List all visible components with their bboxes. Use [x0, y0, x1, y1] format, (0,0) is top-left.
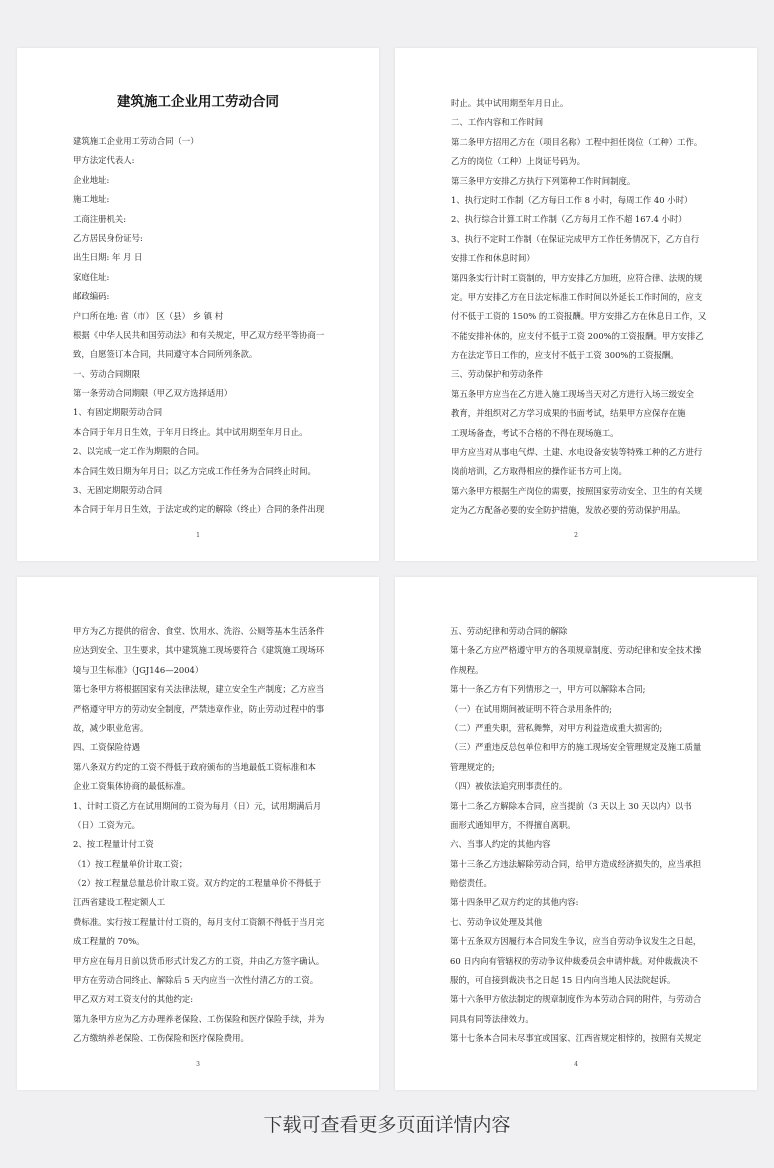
- text-line: 安排工作和休息时间）: [451, 253, 535, 264]
- text-line: 方在法定节日工作的，应支付不低于工资 300%的工资报酬。: [451, 350, 679, 361]
- text-line: 甲方应在每月日前以货币形式计发乙方的工资，并由乙方签字确认。: [73, 955, 325, 966]
- page-number: 2: [574, 532, 578, 539]
- text-line: 第十七条本合同未尽事宜或国家、江西省规定相悖的，按照有关规定: [450, 1033, 702, 1044]
- text-line: 第十二条乙方解除本合同，应当提前（3 天以上 30 天以内）以书: [450, 800, 692, 811]
- text-line: （二）严重失职，营私舞弊，对甲方利益造成重大损害的;: [450, 722, 663, 733]
- text-line: 企业工资集体协商的最低标准。: [73, 781, 191, 792]
- text-line: 乙方的岗位（工种）上岗证号码为。: [451, 156, 585, 167]
- text-line: 时止。其中试用期至年月日止。: [451, 98, 569, 108]
- text-line: （1）按工程量单价计取工资；: [73, 858, 188, 869]
- document-page-4: [395, 577, 757, 1090]
- page-text: [73, 132, 343, 520]
- document-page-1: [17, 48, 379, 561]
- text-line: 乙方缴纳养老保险、工伤保险和医疗保险费用。: [73, 1033, 249, 1044]
- text-line: （三）严重违反总包单位和甲方的施工现场安全管理规定及施工质量: [450, 742, 702, 753]
- page-number: 1: [196, 532, 200, 539]
- text-line: 第六条甲方根据生产岗位的需要，按照国家劳动安全、卫生的有关规: [451, 485, 703, 496]
- text-line: 应达到安全、卫生要求，其中建筑施工现场要符合《建筑施工现场环: [73, 645, 325, 656]
- text-line: 第十六条甲方依法制定的规章制度作为本劳动合同的附件，与劳动合: [450, 994, 702, 1005]
- text-line: 定为乙方配备必要的安全防护措施，发放必要的劳动保护用品。: [451, 505, 686, 516]
- text-line: 第一条劳动合同期限（甲乙双方选择适用）: [73, 388, 233, 399]
- text-line: 服的，可自接到裁决书之日起 15 日内向当地人民法院起诉。: [450, 975, 676, 986]
- text-line: 七、劳动争议处理及其他: [450, 916, 543, 927]
- text-line: 面形式通知甲方，不得擅自离职。: [450, 819, 576, 830]
- text-line: （2）按工程量总量总价计取工资。双方约定的工程量单价不得低于: [73, 878, 322, 889]
- text-line: 赔偿责任。: [450, 878, 492, 889]
- text-line: 60 日内向有管辖权的劳动争议仲裁委员会申请仲裁。对仲裁裁决不: [450, 955, 698, 966]
- text-line: （日）工资为元。: [73, 819, 140, 830]
- text-line: 邮政编码:: [73, 291, 110, 302]
- text-line: 出生日期: 年 月 日: [73, 252, 143, 263]
- text-line: 本合同于年月日生效，于年月日终止。其中试用期至年月日止。: [73, 426, 308, 437]
- text-line: 三、劳动保护和劳动条件: [451, 369, 544, 380]
- page-number: 4: [574, 1061, 578, 1068]
- text-line: （四）被依法追究刑事责任的。: [450, 781, 568, 792]
- text-line: 同具有同等法律效力。: [450, 1013, 534, 1024]
- text-line: 二、工作内容和工作时间: [451, 117, 544, 128]
- text-line: 家庭住址:: [73, 271, 110, 282]
- text-line: 不能安排补休的，应支付不低于工资 200%的工资报酬。甲方安排乙: [451, 330, 704, 341]
- text-line: 1、有固定期限劳动合同: [73, 407, 163, 418]
- text-line: 六、当事人约定的其他内容: [450, 839, 551, 850]
- text-line: 甲方应当对从事电气焊、土建、水电设备安装等特殊工种的乙方进行: [451, 447, 703, 458]
- text-line: 企业地址:: [73, 174, 110, 185]
- text-line: 甲乙双方对工资支付的其他约定:: [73, 994, 194, 1005]
- text-line: 致，自愿签订本合同，共同遵守本合同所列条款。: [73, 349, 258, 360]
- text-line: 甲方法定代表人:: [73, 155, 135, 166]
- text-line: 第二条甲方招用乙方在（项目名称）工程中担任岗位（工种）工作。: [451, 136, 703, 147]
- text-line: 3、无固定期限劳动合同: [73, 485, 163, 496]
- text-line: 第十四条甲乙双方约定的其他内容:: [450, 897, 579, 908]
- text-line: 第十五条双方因履行本合同发生争议，应当自劳动争议发生之日起，: [450, 936, 702, 947]
- text-line: 甲方为乙方提供的宿舍、食堂、饮用水、洗浴、公厕等基本生活条件: [73, 626, 325, 636]
- page-text: [450, 622, 721, 1049]
- text-line: 甲方在劳动合同终止、解除后 5 天内应当一次性付清乙方的工资。: [73, 975, 319, 986]
- text-line: 四、工资保险待遇: [73, 742, 140, 753]
- text-line: 付不低于工资的 150% 的工资报酬。甲方安排乙方在休息日工作，又: [451, 311, 707, 322]
- text-line: 2、执行综合计算工时工作制（乙方每月工作不超 167.4 小时）: [451, 214, 687, 225]
- text-line: 第十三条乙方违法解除劳动合同，给甲方造成经济损失的，应当承担: [450, 858, 702, 869]
- download-prompt[interactable]: 下载可查看更多页面详情内容: [263, 1114, 511, 1136]
- text-line: 第八条双方约定的工资不得低于政府颁布的当地最低工资标准和本: [73, 761, 316, 772]
- text-line: 3、执行不定时工作制（在保证完成甲方工作任务情况下，乙方自行: [451, 233, 700, 244]
- text-line: 严格遵守甲方的劳动安全制度，严禁违章作业，防止劳动过程中的事: [73, 703, 325, 714]
- text-line: 建筑施工企业用工劳动合同（一）: [73, 136, 199, 146]
- text-line: 第十一条乙方有下列情形之一，甲方可以解除本合同;: [450, 684, 646, 695]
- text-line: 费标准。实行按工程量计付工资的，每月支付工资额不得低于当月完: [73, 916, 325, 927]
- text-line: 户口所在地: 省（市） 区（县） 乡 镇 村: [73, 310, 224, 321]
- text-line: 第三条甲方安排乙方执行下列第种工作时间制度。: [451, 175, 636, 186]
- text-line: 作规程。: [450, 664, 484, 675]
- text-line: 乙方居民身份证号:: [73, 232, 143, 243]
- text-line: 第五条甲方应当在乙方进入施工现场当天对乙方进行入场三级安全: [451, 388, 694, 399]
- text-line: 本合同生效日期为年月日；以乙方完成工作任务为合同终止时间。: [73, 465, 316, 476]
- text-line: 工现场备查，考试不合格的不得在现场施工。: [451, 427, 619, 438]
- page-text: [451, 94, 721, 521]
- text-line: 定。甲方安排乙方在日法定标准工作时间以外延长工作时间的，应支: [451, 291, 703, 302]
- text-line: 五、劳动纪律和劳动合同的解除: [450, 626, 568, 636]
- text-line: 工商注册机关:: [73, 213, 127, 224]
- text-line: 第四条实行计时工资制的，甲方安排乙方加班，应符合律、法规的规: [451, 272, 703, 283]
- document-page-3: [17, 577, 379, 1090]
- text-line: 1、执行定时工作制（乙方每日工作 8 小时，每周工作 40 小时）: [451, 194, 693, 205]
- text-line: 故，减少职业危害。: [73, 722, 149, 733]
- text-line: 施工地址:: [73, 194, 110, 205]
- text-line: 2、按工程量计付工资: [73, 839, 154, 850]
- text-line: （一）在试用期间被证明不符合录用条件的;: [450, 703, 612, 714]
- text-line: 教育，并组织对乙方学习成果的书面考试，结果甲方应保存在施: [451, 408, 686, 419]
- text-line: 2、以完成一定工作为期限的合同。: [73, 446, 204, 457]
- text-line: 岗前培训，乙方取得相应的操作证书方可上岗。: [451, 466, 627, 477]
- text-line: 成工程量的 70%。: [73, 936, 145, 947]
- document-title: 建筑施工企业用工劳动合同: [117, 94, 279, 110]
- text-line: 管理规定的;: [450, 761, 495, 772]
- text-line: 根据《中华人民共和国劳动法》和有关规定，甲乙双方经平等协商一: [73, 329, 325, 340]
- text-line: 本合同于年月日生效，于法定或约定的解除（终止）合同的条件出现: [73, 504, 325, 515]
- text-line: 江西省建设工程定额人工: [73, 897, 166, 908]
- text-line: 第九条甲方应为乙方办理养老保险、工伤保险和医疗保险手续，并为: [73, 1013, 325, 1024]
- document-page-2: [395, 48, 757, 561]
- text-line: 第七条甲方将根据国家有关法律法规，建立安全生产制度；乙方应当: [73, 684, 325, 695]
- text-line: 1、计时工资乙方在试用期间的工资为每月（日）元，试用期满后月: [73, 800, 322, 811]
- page-number: 3: [196, 1061, 200, 1068]
- text-line: 境与卫生标准》（JGJ146—2004）: [73, 664, 204, 675]
- text-line: 一、劳动合同期限: [73, 368, 140, 379]
- page-text: [73, 622, 343, 1049]
- text-line: 第十条乙方应严格遵守甲方的各项规章制度、劳动纪律和安全技术操: [450, 645, 702, 656]
